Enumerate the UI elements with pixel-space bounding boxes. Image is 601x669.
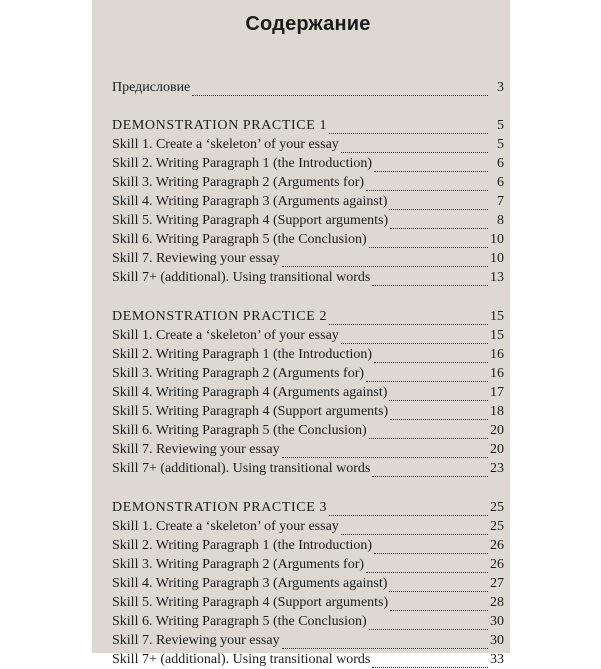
toc-entry-label: Skill 7+ (additional). Using transitional words (112, 652, 371, 667)
leader-dots (366, 561, 488, 573)
toc-entry-page: 18 (490, 404, 504, 419)
toc-entry-page: 10 (490, 251, 504, 266)
toc-entry (112, 154, 504, 173)
toc-entry-label: Skill 3. Writing Paragraph 2 (Arguments for) (112, 557, 365, 572)
toc-entry-page: 16 (490, 366, 504, 381)
toc-entry-label: Skill 4. Writing Paragraph 3 (Arguments against) (112, 194, 388, 209)
toc-entry-label: Skill 7. Reviewing your essay (112, 633, 280, 648)
toc-section-heading (112, 307, 504, 326)
toc-entry-label: Skill 1. Create a ‘skeleton’ of your essay (112, 519, 339, 534)
leader-dots (329, 122, 488, 134)
toc-entry-label: Skill 6. Writing Paragraph 5 (the Conclusion) (112, 614, 367, 629)
leader-dots (372, 656, 488, 668)
toc-entry-page: 26 (490, 538, 504, 553)
toc-entry (112, 593, 504, 612)
leader-dots (366, 179, 488, 191)
toc-entry-page: 23 (490, 461, 504, 476)
toc-entry (112, 631, 504, 650)
toc-entry-page: 5 (497, 118, 504, 133)
toc-entry-label: DEMONSTRATION PRACTICE 2 (112, 309, 328, 324)
toc-entry-label: Skill 7+ (additional). Using transitional words (112, 270, 371, 285)
toc-entry-label: Skill 2. Writing Paragraph 1 (the Introduction) (112, 347, 373, 362)
leader-dots (341, 523, 488, 535)
leader-dots (374, 160, 488, 172)
toc-entry (112, 326, 504, 345)
toc-entry-label: Skill 2. Writing Paragraph 1 (the Introduction) (112, 538, 373, 553)
toc-entry (112, 268, 504, 287)
toc-entry-page: 25 (490, 500, 504, 515)
toc-entry-page: 7 (497, 194, 504, 209)
toc-entry-label: Skill 6. Writing Paragraph 5 (the Conclusion) (112, 423, 367, 438)
toc-entry-label: DEMONSTRATION PRACTICE 1 (112, 118, 328, 133)
toc-entry (112, 135, 504, 154)
toc-entry (112, 211, 504, 230)
leader-dots (282, 446, 488, 458)
toc-entry-label: Skill 5. Writing Paragraph 4 (Support arguments) (112, 404, 389, 419)
toc-section-2 (112, 307, 504, 478)
toc-entry-page: 15 (490, 328, 504, 343)
toc-entry-page: 5 (497, 137, 504, 152)
toc-entry-label: Skill 7. Reviewing your essay (112, 251, 280, 266)
leader-dots (369, 427, 488, 439)
toc-entry (112, 421, 504, 440)
toc-entry-label: Skill 2. Writing Paragraph 1 (the Introduction) (112, 156, 373, 171)
toc-entry-page: 27 (490, 576, 504, 591)
leader-dots (390, 217, 488, 229)
leader-dots (329, 313, 488, 325)
toc-entry (112, 173, 504, 192)
leader-dots (282, 255, 488, 267)
toc-entry-page: 8 (497, 213, 504, 228)
toc-entry-page: 13 (490, 270, 504, 285)
toc-entry (112, 402, 504, 421)
page-title: Содержание (245, 13, 371, 35)
toc-entry (112, 612, 504, 631)
toc-entry (112, 383, 504, 402)
toc-entry (112, 555, 504, 574)
toc-entry-page: 16 (490, 347, 504, 362)
toc-entry (112, 440, 504, 459)
toc-entry-label: Skill 4. Writing Paragraph 4 (Arguments against) (112, 385, 388, 400)
leader-dots (341, 141, 488, 153)
toc-entry-page: 33 (490, 652, 504, 667)
toc-entry-page: 6 (497, 175, 504, 190)
toc-entry-page: 28 (490, 595, 504, 610)
leader-dots (372, 465, 488, 477)
leader-dots (389, 580, 488, 592)
toc-entry (112, 574, 504, 593)
toc-entry-page: 20 (490, 442, 504, 457)
toc-entry-page: 10 (490, 232, 504, 247)
toc-entry-label: Skill 3. Writing Paragraph 2 (Arguments for) (112, 366, 365, 381)
toc-section-3 (112, 498, 504, 669)
toc-entry-page: 26 (490, 557, 504, 572)
toc-entry-page: 3 (497, 80, 504, 95)
toc-section-heading (112, 498, 504, 517)
toc-entry-page: 30 (490, 614, 504, 629)
toc-entry-label: DEMONSTRATION PRACTICE 3 (112, 500, 328, 515)
toc-entry (112, 192, 504, 211)
toc-entry-page: 6 (497, 156, 504, 171)
toc-entry-page: 17 (490, 385, 504, 400)
leader-dots (329, 504, 488, 516)
toc-entry (112, 459, 504, 478)
book-page (92, 0, 510, 667)
toc-entry (112, 517, 504, 536)
toc-section-1 (112, 116, 504, 287)
leader-dots (366, 370, 488, 382)
leader-dots (389, 389, 488, 401)
leader-dots (369, 618, 488, 630)
leader-dots (390, 599, 488, 611)
leader-dots (372, 274, 488, 286)
toc-entry-label: Skill 3. Writing Paragraph 2 (Arguments for) (112, 175, 365, 190)
toc-entry-label: Skill 6. Writing Paragraph 5 (the Conclusion) (112, 232, 367, 247)
toc-entry-preface (112, 78, 504, 97)
toc-entry-page: 25 (490, 519, 504, 534)
toc-entry (112, 345, 504, 364)
toc-entry-label: Skill 7+ (additional). Using transitional words (112, 461, 371, 476)
toc-entry-page: 30 (490, 633, 504, 648)
toc-entry (112, 364, 504, 383)
toc-entry-label: Skill 4. Writing Paragraph 3 (Arguments against) (112, 576, 388, 591)
toc-entry-label: Skill 5. Writing Paragraph 4 (Support arguments) (112, 213, 389, 228)
toc-entry-page: 15 (490, 309, 504, 324)
leader-dots (390, 408, 488, 420)
toc-entry-page: 20 (490, 423, 504, 438)
toc-entry-label: Skill 1. Create a ‘skeleton’ of your essay (112, 137, 339, 152)
leader-dots (389, 198, 488, 210)
leader-dots (341, 332, 488, 344)
toc-entry-label: Предисловие (112, 80, 191, 95)
leader-dots (369, 236, 488, 248)
leader-dots (192, 84, 488, 96)
leader-dots (374, 351, 488, 363)
toc-entry (112, 536, 504, 555)
toc-entry (112, 249, 504, 268)
toc-section-heading (112, 116, 504, 135)
leader-dots (282, 637, 488, 649)
toc-entry-label: Skill 7. Reviewing your essay (112, 442, 280, 457)
toc-entry-label: Skill 5. Writing Paragraph 4 (Support arguments) (112, 595, 389, 610)
toc-entry-label: Skill 1. Create a ‘skeleton’ of your essay (112, 328, 339, 343)
leader-dots (374, 542, 488, 554)
toc-entry (112, 230, 504, 249)
